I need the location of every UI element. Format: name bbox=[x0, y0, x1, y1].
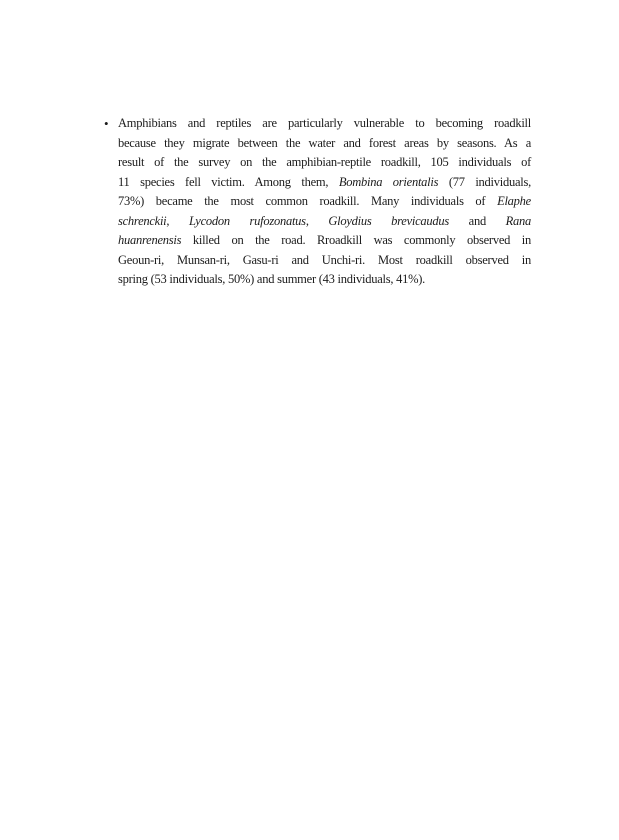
text-segment: , bbox=[305, 213, 329, 228]
paragraph-line bbox=[118, 114, 531, 134]
text-segment: spring (53 individuals, 50%) and summer (43 individuals, 41%). bbox=[118, 272, 426, 286]
species-name-italic: Bombina orientalis bbox=[338, 174, 439, 189]
text-segment: 73%) became the most common roadkill. Many individuals of bbox=[118, 194, 498, 208]
text-segment: because they migrate between the water and forest areas by seasons. As a bbox=[118, 135, 531, 150]
species-name-italic: huanrenensis bbox=[118, 233, 182, 247]
bullet-list-item bbox=[104, 114, 532, 290]
species-name-italic: Rana bbox=[505, 213, 532, 228]
text-segment: , bbox=[166, 213, 189, 228]
species-name-italic: schrenckii bbox=[118, 213, 167, 228]
text-segment: Geoun-ri, Munsan-ri, Gasu-ri and Unchi-ri. Most roadkill observed in bbox=[118, 252, 531, 267]
bullet-marker: • bbox=[104, 116, 109, 131]
text-segment: and bbox=[449, 213, 506, 228]
text-segment: killed on the road. Rroadkill was commonly observed in bbox=[181, 233, 531, 247]
text-segment: Amphibians and reptiles are particularly vulnerable to becoming roadkill bbox=[118, 116, 531, 130]
species-name-italic: Gloydius brevicaudus bbox=[328, 213, 450, 228]
paragraph-line bbox=[118, 134, 531, 154]
species-name-italic: Lycodon rufozonatus bbox=[188, 213, 306, 228]
paragraph-line bbox=[118, 270, 531, 290]
paragraph-line bbox=[118, 251, 531, 271]
species-name-italic: Elaphe bbox=[497, 194, 531, 208]
paragraph bbox=[118, 114, 531, 290]
paragraph-line bbox=[118, 231, 531, 251]
paragraph-line bbox=[118, 192, 531, 212]
paragraph-line bbox=[118, 153, 531, 173]
text-segment: (77 individuals, bbox=[438, 174, 532, 189]
paragraph-line bbox=[118, 212, 531, 232]
paragraph-line bbox=[118, 173, 531, 193]
text-segment: result of the survey on the amphibian-reptile roadkill, 105 individuals of bbox=[118, 155, 531, 169]
text-segment: 11 species fell victim. Among them, bbox=[118, 174, 339, 189]
